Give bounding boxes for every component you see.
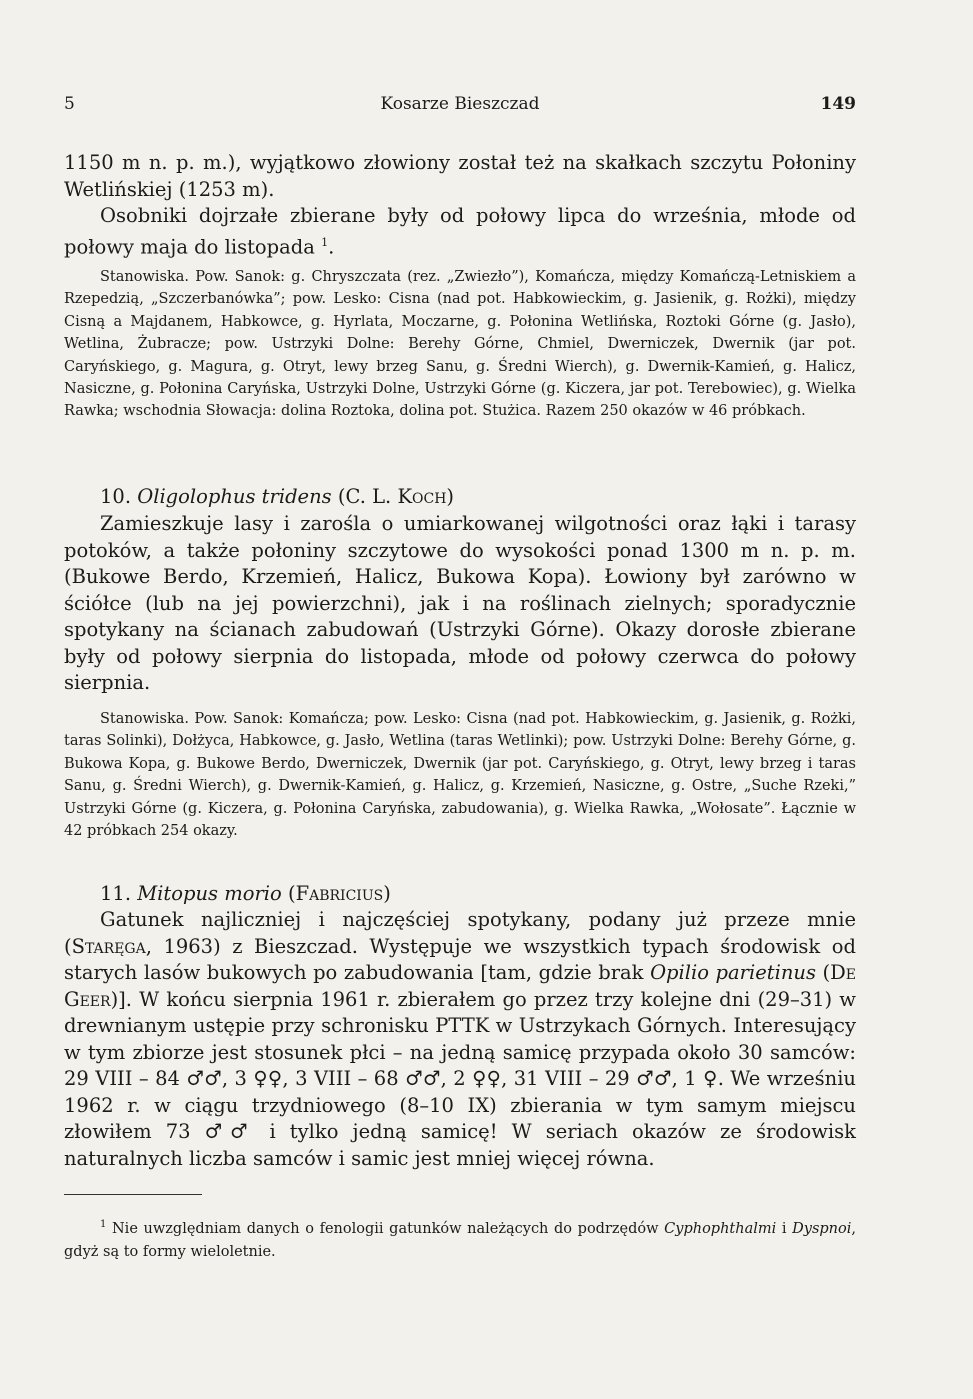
footnote-cyphophthalmi: Cyphophthalmi xyxy=(664,1220,777,1237)
intro-paragraph-2-text: Osobniki dojrzałe zbierane były od połowy lipca do września, młode od połowy maja do listopada xyxy=(64,204,856,258)
stations-paragraph-10: Stanowiska. Pow. Sanok: Komańcza; pow. Lesko: Cisna (nad pot. Habkowieckim, g. Jasienik, g. Rożki, taras Solinki), Dołżyca, Habkowce, g. Jasło, Wetlina (taras Wetlinki); pow. Ustrzyki Dolne: Berehy Górne, g. Bukowa Kopa, g. Bukowe Berdo, Dwerniczek, Dwernik (jar pot. Caryńskiego, g. Otryt, lewy brzeg i taras Sanu, g. Średni Wierch), g. Dwernik-Kamień, g. Halicz, g. Krzemień, Nasiczne, g. Ostre, „Suche Rzeki,” Ustrzyki Górne (g. Kiczera, g. Połonina Caryńska, zabudowania), g. Wielka Rawka, „Wołosate”. Łącznie w 42 próbkach 254 okazy. xyxy=(64,711,856,840)
species-10-author: (C. L. Koch) xyxy=(337,485,455,508)
reference-de-geer: De Geer xyxy=(64,961,856,1011)
reference-starega: Staręga xyxy=(71,934,146,958)
intro-paragraph-1: 1150 m n. p. m.), wyjątkowo złowiony został też na skałkach szczytu Połoniny Wetlińskiej (1253 m). xyxy=(64,151,856,201)
footnote-mark: 1 xyxy=(100,1219,107,1230)
footnote-reference: 1 xyxy=(321,235,329,249)
species-10-name: Oligolophus tridens xyxy=(137,485,332,508)
footnote-text-2: i xyxy=(776,1220,793,1237)
footnote-text-3: , gdyż są to formy wieloletnie. xyxy=(64,1220,856,1260)
footnote-rule xyxy=(64,1194,202,1195)
species-11-text-4: )]. W końcu sierpnia 1961 r. zbierałem go przez trzy kolejne dni (29–31) w drewnianym ustępie przy schronisku PTTK w Ustrzykach Górnych. Interesujący w tym zbiorze jest stosunek płci – na jedną samicę przypada około 30 samców: 29 VIII – 84 ♂♂, 3 ♀♀, 3 VIII – 68 ♂♂, 2 ♀♀, 31 VIII – 29 ♂♂, 1 ♀. We wrześniu 1962 r. w ciągu trzydniowego (8–10 IX) zbierania w tym samym miejscu złowiłem 73 ♂♂ i tylko jedną samicę! W seriach okazów ze środowisk naturalnych liczba samców i samic jest mniej więcej równa. xyxy=(64,987,856,1170)
footnote-dyspnoi: Dyspnoi xyxy=(792,1220,852,1237)
species-10-number: 10. xyxy=(100,485,132,508)
footnote-text-1: Nie uwzględniam danych o fenologii gatunków należących do podrzędów xyxy=(106,1220,665,1237)
species-11-text-1: Gatunek najliczniej i najczęściej spotykany, podany już przeze mnie ( xyxy=(64,908,856,958)
species-10-heading xyxy=(100,484,860,510)
species-11-description xyxy=(64,907,856,1172)
species-11-author: (Fabricius) xyxy=(287,882,391,905)
running-title: Kosarze Bieszczad xyxy=(380,94,540,114)
species-11-text-2: , 1963) z Bieszczad. Występuje we wszystkich typach środowisk od starych lasów bukowych po zabudowania [tam, gdzie brak xyxy=(64,934,856,984)
species-11-text-3: ( xyxy=(815,961,831,984)
species-opilio-parietinus: Opilio parietinus xyxy=(650,961,816,984)
intro-paragraph-2 xyxy=(64,203,856,261)
species-11-heading xyxy=(100,881,860,907)
section-number: 5 xyxy=(64,94,75,114)
species-11-name: Mitopus morio xyxy=(137,882,282,905)
species-10-description: Zamieszkuje lasy i zarośla o umiarkowanej wilgotności oraz łąki i tarasy potoków, a także połoniny szczytowe do wysokości ponad 1300 m n. p. m. (Bukowe Berdo, Krzemień, Halicz, Bukowa Kopa). Łowiony był zarówno w ściółce (lub na jej powierzchni), jak i na roślinach zielnych; sporadycznie spotykany na ścianach zabudowań (Ustrzyki Górne). Okazy dorosłe zbierane były od połowy sierpnia do listopada, młode od połowy czerwca do połowy sierpnia. xyxy=(64,512,856,694)
page-number: 149 xyxy=(820,94,856,114)
running-header xyxy=(64,94,856,120)
stations-paragraph-9: Stanowiska. Pow. Sanok: g. Chryszczata (rez. „Zwiezło”), Komańcza, między Komańczą-Letniskiem a Rzepedzią, „Szczerbanówka”; pow. Lesko: Cisna (nad pot. Habkowieckim, g. Jasienik, g. Rożki), między Cisną a Majdanem, Habkowce, g. Hyrlata, Moczarne, g. Połonina Wetlińska, Roztoki Górne (g. Jasło), Wetlina, Żubracze; pow. Ustrzyki Dolne: Berehy Górne, Chmiel, Dwerniczek, Dwernik (jar pot. Caryńskiego, g. Magura, g. Otryt, lewy brzeg Sanu, g. Średni Wierch), g. Dwernik-Kamień, g. Halicz, Nasiczne, g. Połonina Caryńska, Ustrzyki Dolne, Ustrzyki Górne (g. Kiczera, jar pot. Terebowiec), g. Wielka Rawka; wschodnia Słowacja: dolina Roztoka, dolina pot. Stużica. Razem 250 okazów w 46 próbkach. xyxy=(64,269,856,420)
intro-paragraph-2-end: . xyxy=(328,235,335,258)
species-11-number: 11. xyxy=(100,882,132,905)
footnote xyxy=(64,1213,856,1264)
